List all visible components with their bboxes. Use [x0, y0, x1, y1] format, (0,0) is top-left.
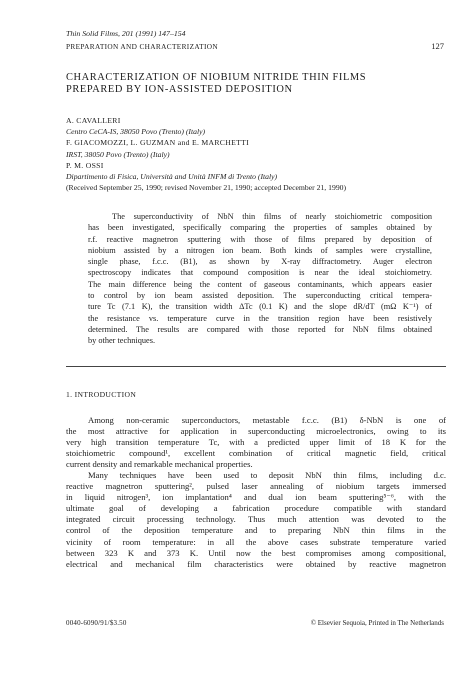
abstract-line: The superconductivity of NbN thin films of nearly stoichiometric composition: [112, 212, 432, 221]
body-text: [66, 415, 446, 570]
author-affiliation: Centro CeCA-IS, 38050 Povo (Trento) (Italy): [66, 127, 206, 137]
abstract-line: spectroscopy indicates that compound composition is near the ideal stoichiometry.: [88, 268, 432, 278]
author-name: A. CAVALLERI: [66, 116, 121, 125]
author-name: P. M. OSSI: [66, 160, 104, 170]
title-line: CHARACTERIZATION OF NIOBIUM NITRIDE THIN FILMS: [66, 72, 367, 83]
section-divider: [66, 366, 446, 367]
body-line: electrical and mechanical film characteristics were obtained by reactive magnetron: [66, 558, 446, 569]
abstract-line: determined. The results are compared with those reported for NbN films obtained: [88, 324, 432, 334]
body-line: ultimate goal of developing a fabrication procedure compatible with standard: [66, 503, 446, 514]
section-heading: 1. INTRODUCTION: [66, 390, 137, 399]
page-number: 127: [431, 41, 444, 51]
abstract-line: by other techniques.: [88, 336, 156, 346]
body-line: the most attractive for application in superconducting microelectronics, owing to its: [66, 426, 446, 437]
author-affiliation: Dipartimento di Fisica, Università and Unità INFM di Trento (Italy): [66, 172, 278, 182]
body-line: Many techniques have been used to deposit NbN thin films, including d.c.: [88, 470, 446, 481]
body-line: between 323 K and 373 K. Until now the best compromises among compositional,: [66, 547, 446, 558]
abstract-line: to control by ion beam assisted deposition. The superconducting critical tempera-: [88, 291, 432, 301]
footer-copyright: © Elsevier Sequoia, Printed in The Netherlands: [310, 619, 444, 627]
footer-issn: 0040-6090/91/$3.50: [66, 619, 127, 627]
author-name: F. GIACOMOZZI, L. GUZMAN and E. MARCHETTI: [66, 138, 249, 148]
running-section-header: PREPARATION AND CHARACTERIZATION: [66, 42, 219, 51]
abstract: [88, 211, 432, 347]
author-affiliation: IRST, 38050 Povo (Trento) (Italy): [66, 149, 170, 159]
abstract-line: r.f. reactive magnetron sputtering with those of films prepared by deposition of: [88, 234, 432, 244]
body-line: in liquid nitrogen³, ion implantation⁴ and dual ion beam sputtering⁵⁻⁶, with the: [66, 492, 446, 503]
abstract-line: niobium assisted by a nitrogen ion beam. Both kinds of samples were crystalline,: [88, 245, 432, 255]
abstract-line: ture Tc (7.1 K), the transition width ΔTc (0.1 K) and the slope dR/dT (mΩ K⁻¹) of: [88, 302, 432, 312]
body-line: very high transition temperature Tc, with a predicted upper limit of 18 K for the: [66, 437, 446, 448]
paper-title: [66, 72, 446, 97]
body-line: vicinity of room temperature: in all the above cases substrate temperature varied: [66, 536, 446, 547]
body-line: control of the deposition temperature and to preparing NbN thin films in the: [66, 525, 446, 536]
journal-citation: Thin Solid Films, 201 (1991) 147–154: [66, 29, 186, 38]
author-block: [66, 115, 446, 193]
abstract-line: has been investigated, specifically comparing the properties of samples obtained by: [88, 223, 432, 233]
body-line: current density and remarkable mechanical properties.: [66, 459, 253, 470]
body-line: reactive magnetron sputtering², pulsed laser annealing of niobium targets immersed: [66, 481, 446, 492]
body-line: integrated circuit processing technology. Thus much attention was devoted to the: [66, 514, 446, 525]
body-line: Among non-ceramic superconductors, metastable f.c.c. (B1) δ-NbN is one of: [88, 415, 446, 425]
abstract-line: single phase, f.c.c. (B1), as shown by X-ray diffractometry. Auger electron: [88, 257, 432, 267]
abstract-line: the resistance vs. temperature curve in the transition region have been resistively: [88, 313, 432, 323]
received-dates: (Received September 25, 1990; revised November 21, 1990; accepted December 21, 1990): [66, 183, 347, 193]
abstract-line: The main difference being the content of gaseous contaminants, which appears easier: [88, 279, 432, 289]
body-line: stoichiometric compound¹, excellent combination of critical magnetic field, critical: [66, 448, 446, 459]
title-line: PREPARED BY ION-ASSISTED DEPOSITION: [66, 84, 293, 96]
